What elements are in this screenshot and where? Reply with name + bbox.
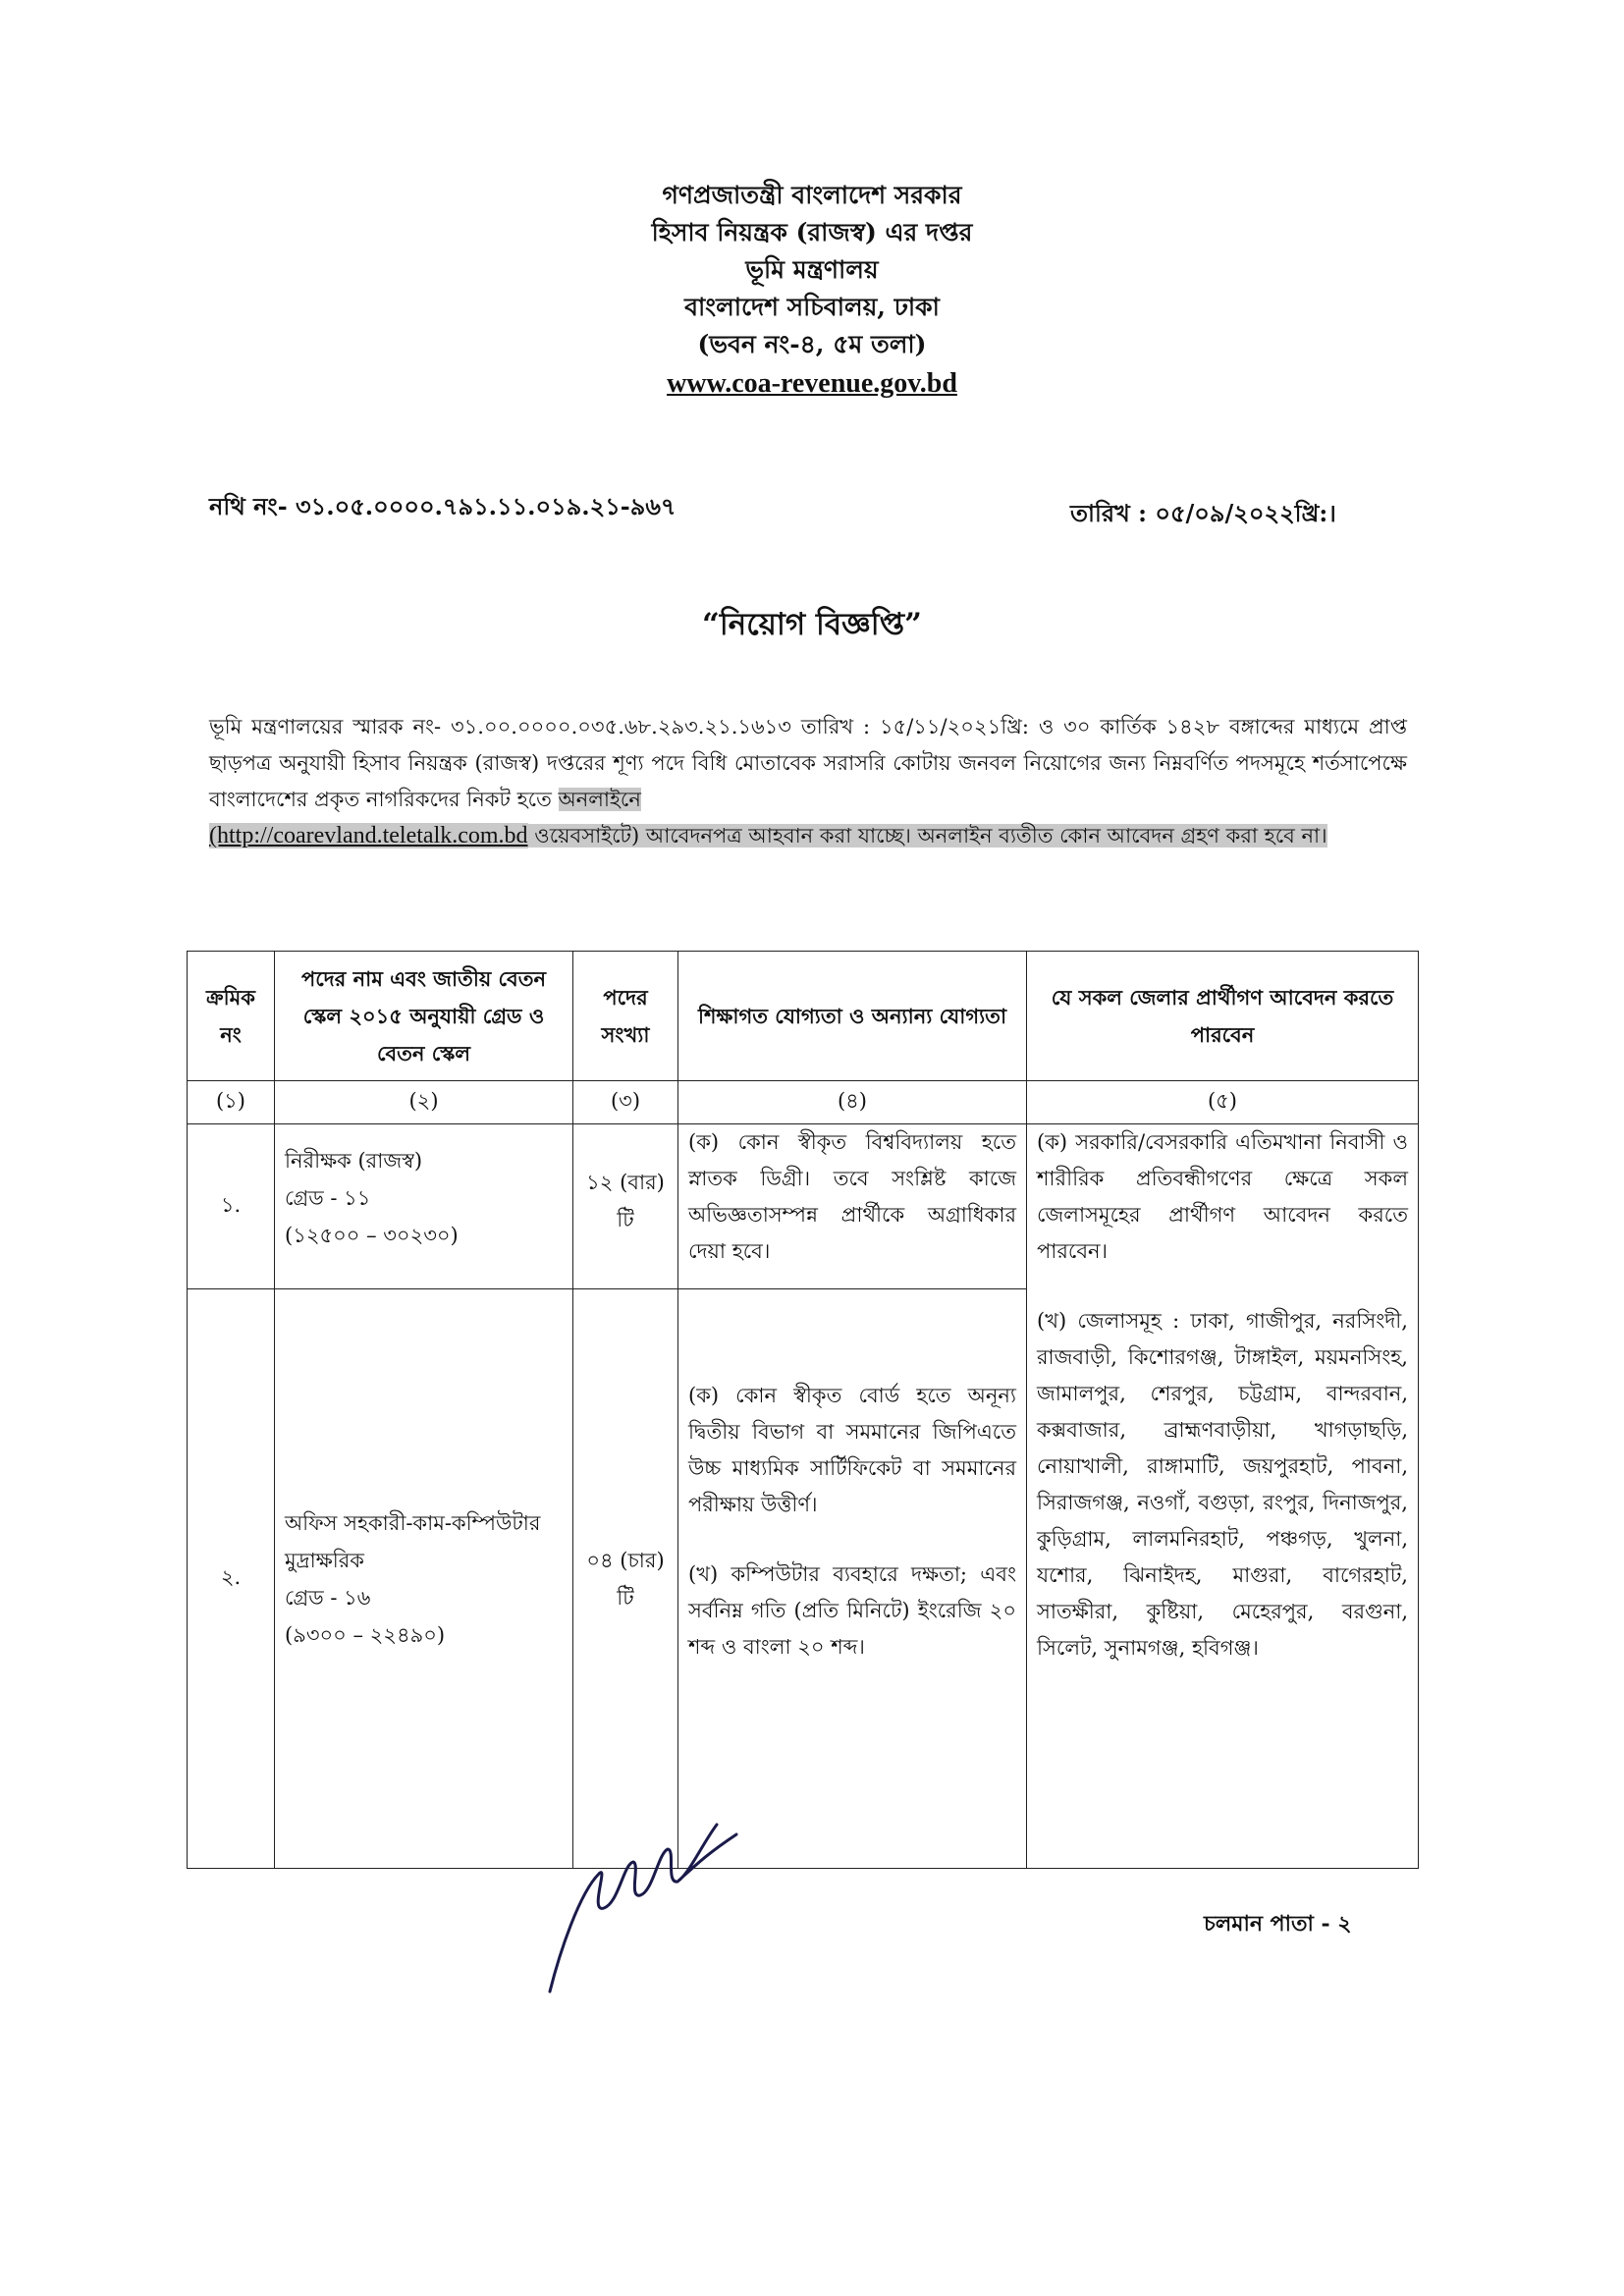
header-post: পদের নাম এবং জাতীয় বেতন স্কেল ২০১৫ অনুযায়ী গ্রেড ও বেতন স্কেল: [275, 952, 573, 1081]
post-grade: গ্রেড - ১৬: [285, 1585, 371, 1610]
col-number: (৪): [678, 1081, 1027, 1124]
intro-text: ভূমি মন্ত্রণালয়ের স্মারক নং- ৩১.০০.০০০০.০৩৫.৬৮.২৯৩.২১.১৬১৩ তারিখ : ১৫/১১/২০২১খ্রি: ও ৩০ কার্তিক ১৪২৮ বঙ্গাব্দের মাধ্যমে প্রাপ্ত ছাড়পত্র অনুযায়ী হিসাব নিয়ন্ত্রক (রাজস্ব) দপ্তরের শূণ্য পদে বিধি মোতাবেক সরাসরি কোটায় জনবল নিয়োগের জন্য নিম্নবর্ণিত পদসমূহে শর্তসাপেক্ষে বাংলাদেশের প্রকৃত নাগরিকদের নিকট হতে: [209, 715, 1407, 811]
intro-highlight-rest: ওয়েবসাইটে) আবেদনপত্র আহবান করা যাচ্ছে। অনলাইন ব্যতীত কোন আবেদন গ্রহণ করা হবে না।: [527, 824, 1327, 847]
qualification-cell: [678, 1124, 1027, 1289]
districts-list: (খ) জেলাসমূহ : ঢাকা, গাজীপুর, নরসিংদী, রাজবাড়ী, কিশোরগঞ্জ, টাঙ্গাইল, ময়মনসিংহ, জামালপুর, শেরপুর, চট্টগ্রাম, বান্দরবান, কক্সবাজার, ব্রাহ্মণবাড়ীয়া, খাগড়াছড়ি, নোয়াখালী, রাঙ্গামাটি, জয়পুরহাট, পাবনা, সিরাজগঞ্জ, নওগাঁ, বগুড়া, রংপুর, দিনাজপুর, কুড়িগ্রাম, লালমনিরহাট, পঞ্চগড়, খুলনা, যশোর, ঝিনাইদহ, মাগুরা, বাগেরহাট, সাতক্ষীরা, কুষ্টিয়া, মেহেরপুর, বরগুনা, সিলেট, সুনামগঞ্জ, হবিগঞ্জ।: [1037, 1309, 1408, 1660]
intro-paragraph: [209, 709, 1407, 854]
building-info: (ভবন নং-৪, ৫ম তলা): [697, 330, 927, 358]
post-scale: (১২৫০০ – ৩০২৩০): [285, 1224, 459, 1247]
header-qualification: শিক্ষাগত যোগ্যতা ও অন্যান্য যোগ্যতা: [678, 952, 1027, 1081]
post-cell: [275, 1289, 573, 1869]
office-address: বাংলাদেশ সচিবালয়, ঢাকা: [684, 293, 940, 321]
vacancy-table: [187, 951, 1419, 1869]
application-link[interactable]: (http://coarevland.teletalk.com.bd: [209, 823, 528, 848]
notice-title: “নিয়োগ বিজ্ঞপ্তি”: [702, 607, 922, 642]
website-link[interactable]: www.coa-revenue.gov.bd: [667, 368, 957, 399]
office-name: হিসাব নিয়ন্ত্রক (রাজস্ব) এর দপ্তর: [651, 218, 973, 246]
header-districts: যে সকল জেলার প্রার্থীগণ আবেদন করতে পারবেন: [1027, 952, 1419, 1081]
memo-number: নথি নং- ৩১.০৫.০০০০.৭৯১.১১.০১৯.২১-৯৬৭: [209, 492, 677, 520]
col-number: (৫): [1027, 1081, 1419, 1124]
govt-name: গণপ্রজাতন্ত্রী বাংলাদেশ সরকার: [662, 181, 962, 209]
districts-cell: [1027, 1124, 1419, 1869]
col-number: (২): [275, 1081, 573, 1124]
col-number: (১): [188, 1081, 275, 1124]
qualification-item: (খ) কম্পিউটার ব্যবহারে দক্ষতা; এবং সর্বনিম্ন গতি (প্রতি মিনিটে) ইংরেজি ২০ শব্দ ও বাংলা ২০ শব্দ।: [688, 1562, 1016, 1659]
signature: [530, 1805, 766, 2001]
post-count: ০৪ (চার) টি: [573, 1289, 678, 1869]
table-row: [188, 1124, 1419, 1289]
qualification-item: (ক) কোন স্বীকৃত বিশ্ববিদ্যালয় হতে স্নাতক ডিগ্রী। তবে সংশ্লিষ্ট কাজে অভিজ্ঞতাসম্পন্ন প্রার্থীকে অগ্রাধিকার দেয়া হবে।: [688, 1130, 1016, 1263]
ministry-name: ভূমি মন্ত্রণালয়: [745, 255, 879, 284]
continuation-note: চলমান পাতা - ২: [1204, 1911, 1352, 1937]
qualification-item: (ক) কোন স্বীকৃত বোর্ড হতে অনূন্য দ্বিতীয় বিভাগ বা সমমানের জিপিএতে উচ্চ মাধ্যমিক সার্টিফিকেট বা সমমানের পরীক্ষায় উত্তীর্ণ।: [688, 1384, 1016, 1516]
intro-highlight-online: অনলাইনে: [558, 788, 641, 811]
header-serial: ক্রমিক নং: [188, 952, 275, 1081]
row-serial: ২.: [188, 1289, 275, 1869]
post-count: ১২ (বার) টি: [573, 1124, 678, 1289]
post-grade: গ্রেড - ১১: [285, 1186, 371, 1210]
letterhead: [0, 177, 1624, 405]
header-count: পদের সংখ্যা: [573, 952, 678, 1081]
row-serial: ১.: [188, 1124, 275, 1289]
districts-special: (ক) সরকারি/বেসরকারি এতিমখানা নিবাসী ও শারীরিক প্রতিবন্ধীগণের ক্ষেত্রে সকল জেলাসমূহের প্রার্থীগণ আবেদন করতে পারবেন।: [1037, 1130, 1408, 1263]
post-name: নিরীক্ষক (রাজস্ব): [285, 1149, 423, 1173]
post-cell: [275, 1124, 573, 1289]
col-number: (৩): [573, 1081, 678, 1124]
post-name: অফিস সহকারী-কাম-কম্পিউটার মুদ্রাক্ষরিক: [285, 1510, 541, 1572]
notice-date: তারিখ : ০৫/০৯/২০২২খ্রি:।: [1070, 499, 1336, 527]
post-scale: (৯৩০০ – ২২৪৯০): [285, 1622, 446, 1647]
qualification-cell: [678, 1289, 1027, 1869]
